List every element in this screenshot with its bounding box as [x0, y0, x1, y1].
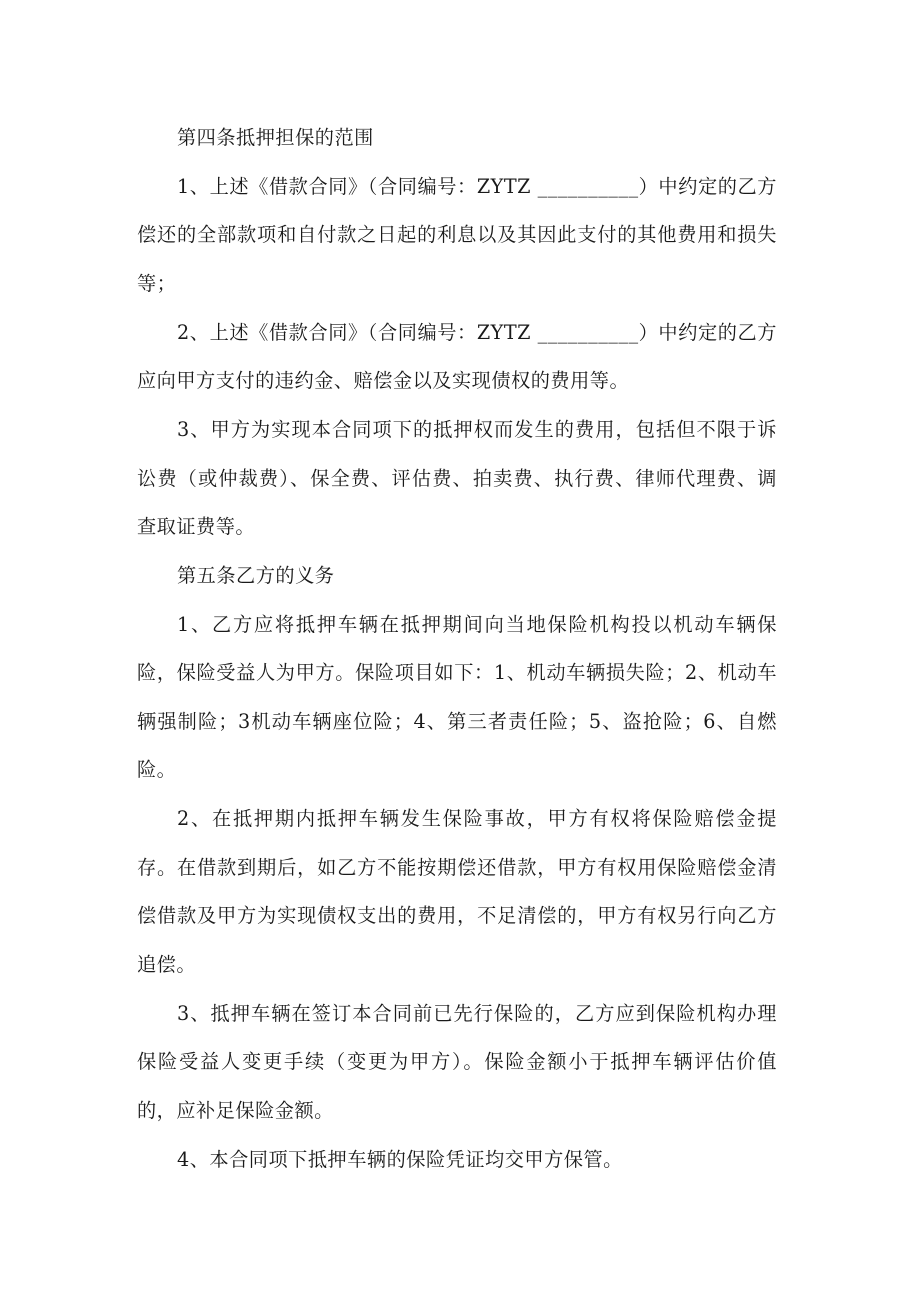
section-4-heading: 第四条抵押担保的范围	[177, 126, 374, 149]
section-5-item-4: 4、本合同项下抵押车辆的保险凭证均交甲方保管。	[177, 1147, 623, 1171]
section-4-item-3: 3、甲方为实现本合同项下的抵押权而发生的费用，包括但不限于诉讼费（或仲裁费）、保全费、评估费、拍卖费、执行费、律师代理费、调查取证费等。	[137, 418, 777, 538]
section-5-item-2: 2、在抵押期内抵押车辆发生保险事故，甲方有权将保险赔偿金提存。在借款到期后，如乙方不能按期偿还借款，甲方有权用保险赔偿金清偿借款及甲方为实现债权支出的费用，不足清偿的，甲方有权另行向乙方追偿。	[137, 807, 777, 976]
section-5-item-1: 1、乙方应将抵押车辆在抵押期间向当地保险机构投以机动车辆保险，保险受益人为甲方。保险项目如下：1、机动车辆损失险；2、机动车辆强制险；3机动车辆座位险；4、第三者责任险；5、盗抢险；6、自燃险。	[137, 612, 777, 781]
section-4-item-2: 2、上述《借款合同》（合同编号：ZYTZ __________）中约定的乙方应向甲方支付的违约金、赔偿金以及实现债权的费用等。	[137, 320, 777, 392]
section-5-item-3: 3、抵押车辆在签订本合同前已先行保险的，乙方应到保险机构办理保险受益人变更手续（变更为甲方）。保险金额小于抵押车辆评估价值的，应补足保险金额。	[137, 1001, 777, 1122]
document-body	[137, 114, 777, 1185]
section-4-item-1: 1、上述《借款合同》（合同编号：ZYTZ __________）中约定的乙方偿还的全部款项和自付款之日起的利息以及其因此支付的其他费用和损失等；	[137, 174, 777, 295]
section-5-heading: 第五条乙方的义务	[177, 564, 335, 587]
